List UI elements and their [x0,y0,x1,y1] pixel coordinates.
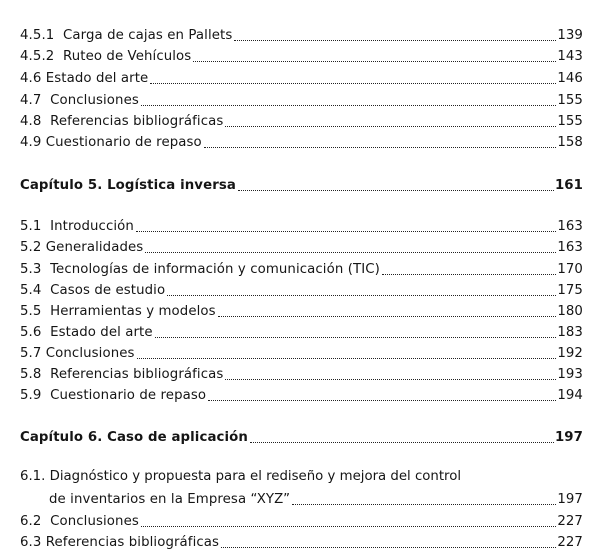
dot-leader [141,104,556,106]
toc-entry[interactable] [20,66,583,87]
toc-entry-first-line[interactable]: 6.1. Diagnóstico y propuesta para el rediseño y mejora del control [20,469,462,484]
toc-entry-page: 193 [557,367,583,382]
toc-entry[interactable] [20,383,583,404]
toc-entry-title: 4.7 Conclusiones [20,93,139,108]
toc-entry-title: de inventarios en la Empresa “XYZ” [49,492,291,507]
dot-leader [204,146,557,148]
dot-leader [167,294,556,296]
dot-leader [137,357,557,359]
dot-leader [238,189,554,191]
toc-entry[interactable] [20,341,583,362]
toc-entry[interactable] [20,509,583,530]
toc-entry-title: 5.9 Cuestionario de repaso [20,388,207,403]
toc-entry-title: 5.6 Estado del arte [20,325,153,340]
dot-leader [234,39,556,41]
dot-leader [221,546,556,548]
chapter-title: Capítulo 5. Logística inversa [20,178,236,193]
toc-entry-title: 4.5.2 Ruteo de Vehículos [20,49,192,64]
toc-entry[interactable] [20,362,583,383]
toc-entry-title: 4.8 Referencias bibliográficas [20,114,224,129]
toc-entry-title: 5.4 Casos de estudio [20,283,166,298]
toc-entry-page: 146 [557,71,583,86]
toc-entry[interactable] [20,278,583,299]
toc-entry[interactable] [49,487,583,508]
toc-entry[interactable] [20,88,583,109]
dot-leader [382,273,556,275]
toc-entry-page: 197 [557,492,583,507]
chapter-title: Capítulo 6. Caso de aplicación [20,430,248,445]
toc-entry-title: 4.9 Cuestionario de repaso [20,135,202,150]
toc-entry-title: 5.3 Tecnologías de información y comunicación (TIC) [20,262,380,277]
toc-entry[interactable] [20,530,583,551]
toc-entry[interactable] [20,44,583,65]
toc-entry-page: 183 [557,325,583,340]
toc-entry-page: 227 [557,514,583,529]
toc-entry-page: 163 [557,219,583,234]
dot-leader [155,336,557,338]
toc-entry-page: 194 [557,388,583,403]
toc-entry-page: 170 [557,262,583,277]
dot-leader [145,251,556,253]
dot-leader [136,230,556,232]
dot-leader [225,125,556,127]
toc-entry[interactable] [20,320,583,341]
toc-entry-title: 5.2 Generalidades [20,240,144,255]
toc-entry-page: 155 [557,93,583,108]
toc-entry[interactable] [20,257,583,278]
toc-entry-page: 163 [557,240,583,255]
toc-entry-title: 6.3 Referencias bibliográficas [20,535,220,550]
dot-leader [193,60,556,62]
toc-entry-page: 175 [557,283,583,298]
toc-entry-page: 155 [557,114,583,129]
toc-entry[interactable] [20,109,583,130]
dot-leader [292,503,556,505]
toc-entry[interactable] [20,214,583,235]
dot-leader [141,525,556,527]
toc-entry-page: 180 [557,304,583,319]
toc-entry-page: 227 [557,535,583,550]
toc-entry-page: 158 [557,135,583,150]
toc-entry[interactable] [20,299,583,320]
chapter-page: 161 [554,178,583,193]
toc-entry-title: 5.5 Herramientas y modelos [20,304,216,319]
dot-leader [208,399,556,401]
toc-entry[interactable] [20,235,583,256]
toc-entry-title: 5.1 Introducción [20,219,134,234]
toc-entry-title: 4.6 Estado del arte [20,71,149,86]
toc-entry-title: 5.7 Conclusiones [20,346,135,361]
dot-leader [150,82,556,84]
chapter-heading[interactable] [20,425,583,446]
dot-leader [225,378,556,380]
toc-entry-title: 6.2 Conclusiones [20,514,139,529]
dot-leader [250,441,554,443]
chapter-heading[interactable] [20,173,583,194]
chapter-page: 197 [554,430,583,445]
toc-entry-page: 143 [557,49,583,64]
toc-entry-page: 139 [557,28,583,43]
toc-entry-title: 5.8 Referencias bibliográficas [20,367,224,382]
toc-entry[interactable] [20,130,583,151]
toc-entry-page: 192 [557,346,583,361]
dot-leader [218,315,557,317]
toc-entry[interactable] [20,23,583,44]
toc-entry-title: 4.5.1 Carga de cajas en Pallets [20,28,233,43]
